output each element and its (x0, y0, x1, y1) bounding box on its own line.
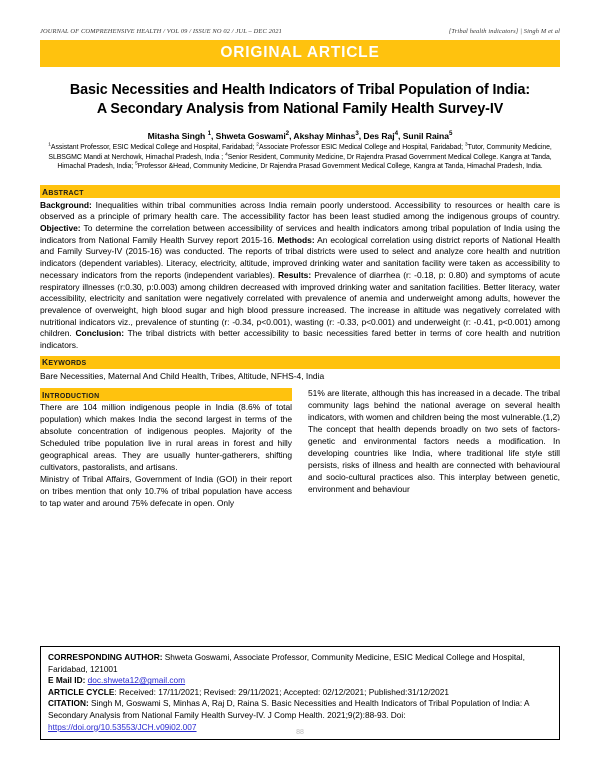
abstract-section (40, 185, 560, 352)
article-type-banner: ORIGINAL ARTICLE (40, 40, 560, 67)
abstract-conclusion-text: The tribal districts with better accessibility to basic necessities fared better in terms of core health and nutrition indicators. (40, 328, 560, 351)
intro-left-para-1: There are 104 million indigenous people in India (8.6% of total population) which makes India the second largest in terms of the absolute concentration of indigenous peoples. Majority of the Scheduled tribe population live in rural areas in forest and hilly geographical areas. They are usually hunter-gatherers, shifting cultivators, pastoralists, and artisans. (40, 402, 292, 473)
article-cycle-line (48, 687, 552, 699)
running-head (40, 28, 560, 38)
page-title (40, 81, 560, 119)
corresponding-author-line (48, 652, 552, 675)
citation-label: CITATION: (48, 698, 89, 709)
citation-text: Singh M, Goswami S, Minhas A, Raj D, Raina S. Basic Necessities and Health Indicators of Tribal Population of India: A Secondary Analysis from National Family Health Survey-IV. J Comp Health. 2021;9(2):88-93. Doi: (48, 698, 530, 721)
article-cycle-text: : Received: 17/11/2021; Revised: 29/11/2021; Accepted: 02/12/2021; Published:31/12/2021 (114, 686, 449, 697)
email-line (48, 675, 552, 687)
corresponding-author-box (40, 646, 560, 740)
running-head-right: [Tribal health indicators] | Singh M et al (448, 28, 560, 35)
article-cycle-label: ARTICLE CYCLE (48, 686, 115, 697)
email-link[interactable]: doc.shweta12@gmail.com (87, 675, 186, 686)
intro-left-text (40, 402, 292, 510)
abstract-objective-label: Objective: (40, 223, 81, 234)
affiliations: $^1$Assistant Professor, ESIC Medical College and Hospital, Faridabad; $^2$Associate Professor ESIC Medical College and Hospital, Faridabad; $^3$Tutor, Community Medicine, SLBSGMC Mandi at Nerchowk, Himachal Pradesh, India ; $^4$Senior Resident, Community Medicine, Dr Rajendra Prasad Government Medical College. Kangra at Tanda, Himachal Pradesh, India; $^5$Professor &Head, Community Medicine, Dr Rajendra Prasad Government Medical College, Kangra at Tanda, Himachal Pradesh, India. (48, 142, 552, 171)
column-left (40, 388, 292, 510)
abstract-background-text: Inequalities within tribal communities across India remain poorly understood. Accessibility to resources or health care is observed as a principle of primary health care. The accessibility factor has been least studied among the indigenous groups of country. (40, 199, 560, 222)
introduction-columns (40, 388, 560, 510)
abstract-heading: ABSTRACT (40, 185, 560, 198)
doi-link[interactable]: https://doi.org/10.53553/JCH.v09i02.007 (48, 721, 197, 732)
abstract-results-label: Results: (277, 269, 312, 280)
abstract-conclusion-label: Conclusion: (75, 328, 125, 339)
keywords-section (40, 356, 560, 383)
email-label: E Mail ID: (48, 675, 86, 686)
introduction-heading: INTRODUCTION (40, 388, 292, 401)
author-list: Mitasha Singh $^1$, Shweta Goswami$^2$, Akshay Minhas$^3$, Des Raj$^4$, Sunil Raina$^5$ (147, 129, 453, 141)
column-right (308, 388, 560, 510)
abstract-body (40, 200, 560, 352)
intro-right-text (308, 388, 560, 496)
title-line-1: Basic Necessities and Health Indicators of Tribal Population of India: (69, 82, 531, 98)
page-number: 88 (296, 729, 304, 736)
abstract-background-label: Background: (40, 199, 92, 210)
abstract-results-text: Prevalence of diarrhea (r: -0.18, p: 0.80) and symptoms of acute respiratory illnesses (r:0.30, p:0.003) among children decreased with improved drinking water and sanitation facilities. Better literacy, water accessibility, electricity and sanitation were negatively correlated with prevalence of anemia and underweight among adults, however the prevalence of overweight, high blood sugar and high blood pressure increased. The increase in altitude was negatively correlated with nutritional indicators viz., prevalence of stunting (r: -0.34, p<0.001), wasting (r: -0.33, p<0.001) and underweight (r: -0.41, p<0.001) among children. (40, 269, 561, 339)
intro-left-para-2: Ministry of Tribal Affairs, Government of India (GOI) in their report on tribes mention that only 10.7% of tribal population have access to tap water and around 75% defecate in open. Only (40, 474, 292, 509)
keywords-heading: KEYWORDS (40, 356, 560, 369)
corresponding-author-text: Shweta Goswami, Associate Professor, Community Medicine, ESIC Medical College and Hospital, Faridabad, 121001 (48, 652, 525, 674)
corresponding-author-label: CORRESPONDING AUTHOR: (48, 652, 163, 662)
title-line-2: A Secondary Analysis from National Family Health Survey-IV (96, 100, 504, 117)
abstract-objective-text: To determine the correlation between accessibility of services and health indicators among tribal population of India using the indicators from National Family Health Survey report 2015-16. (40, 223, 560, 245)
keywords-body: Bare Necessities, Maternal And Child Health, Tribes, Altitude, NFHS-4, India (40, 370, 325, 381)
intro-right-para-1: 51% are literate, although this has increased in a decade. The tribal community lags behind the national average on several health indicators, with women and children being the most vulnerable.(1,2) The concept that health depends broadly on two sets of factors- genetic and environmental factors needs a modification. In developing countries like India, where traditional life style still persists, risks of illness and health are connected with behavioural and socio-cultural practices also. This interplay between genetic, environment and behaviour (308, 388, 560, 495)
abstract-methods-label: Methods: (277, 234, 315, 245)
running-head-left: JOURNAL OF COMPREHENSIVE HEALTH / VOL 09 / ISSUE NO 02 / JUL – DEC 2021 (40, 28, 282, 35)
abstract-methods-text: An ecological correlation using district reports of National Health and Family Survey-IV (2015-16) was conducted. The reports of tribal districts were used to select and analyze core health and nutrition indicators (dependent variables). Literacy, electricity, altitude, improved drinking water and sanitation facility were taken as accessibility to necessary indicators from the reports (independent variables). (40, 234, 560, 280)
